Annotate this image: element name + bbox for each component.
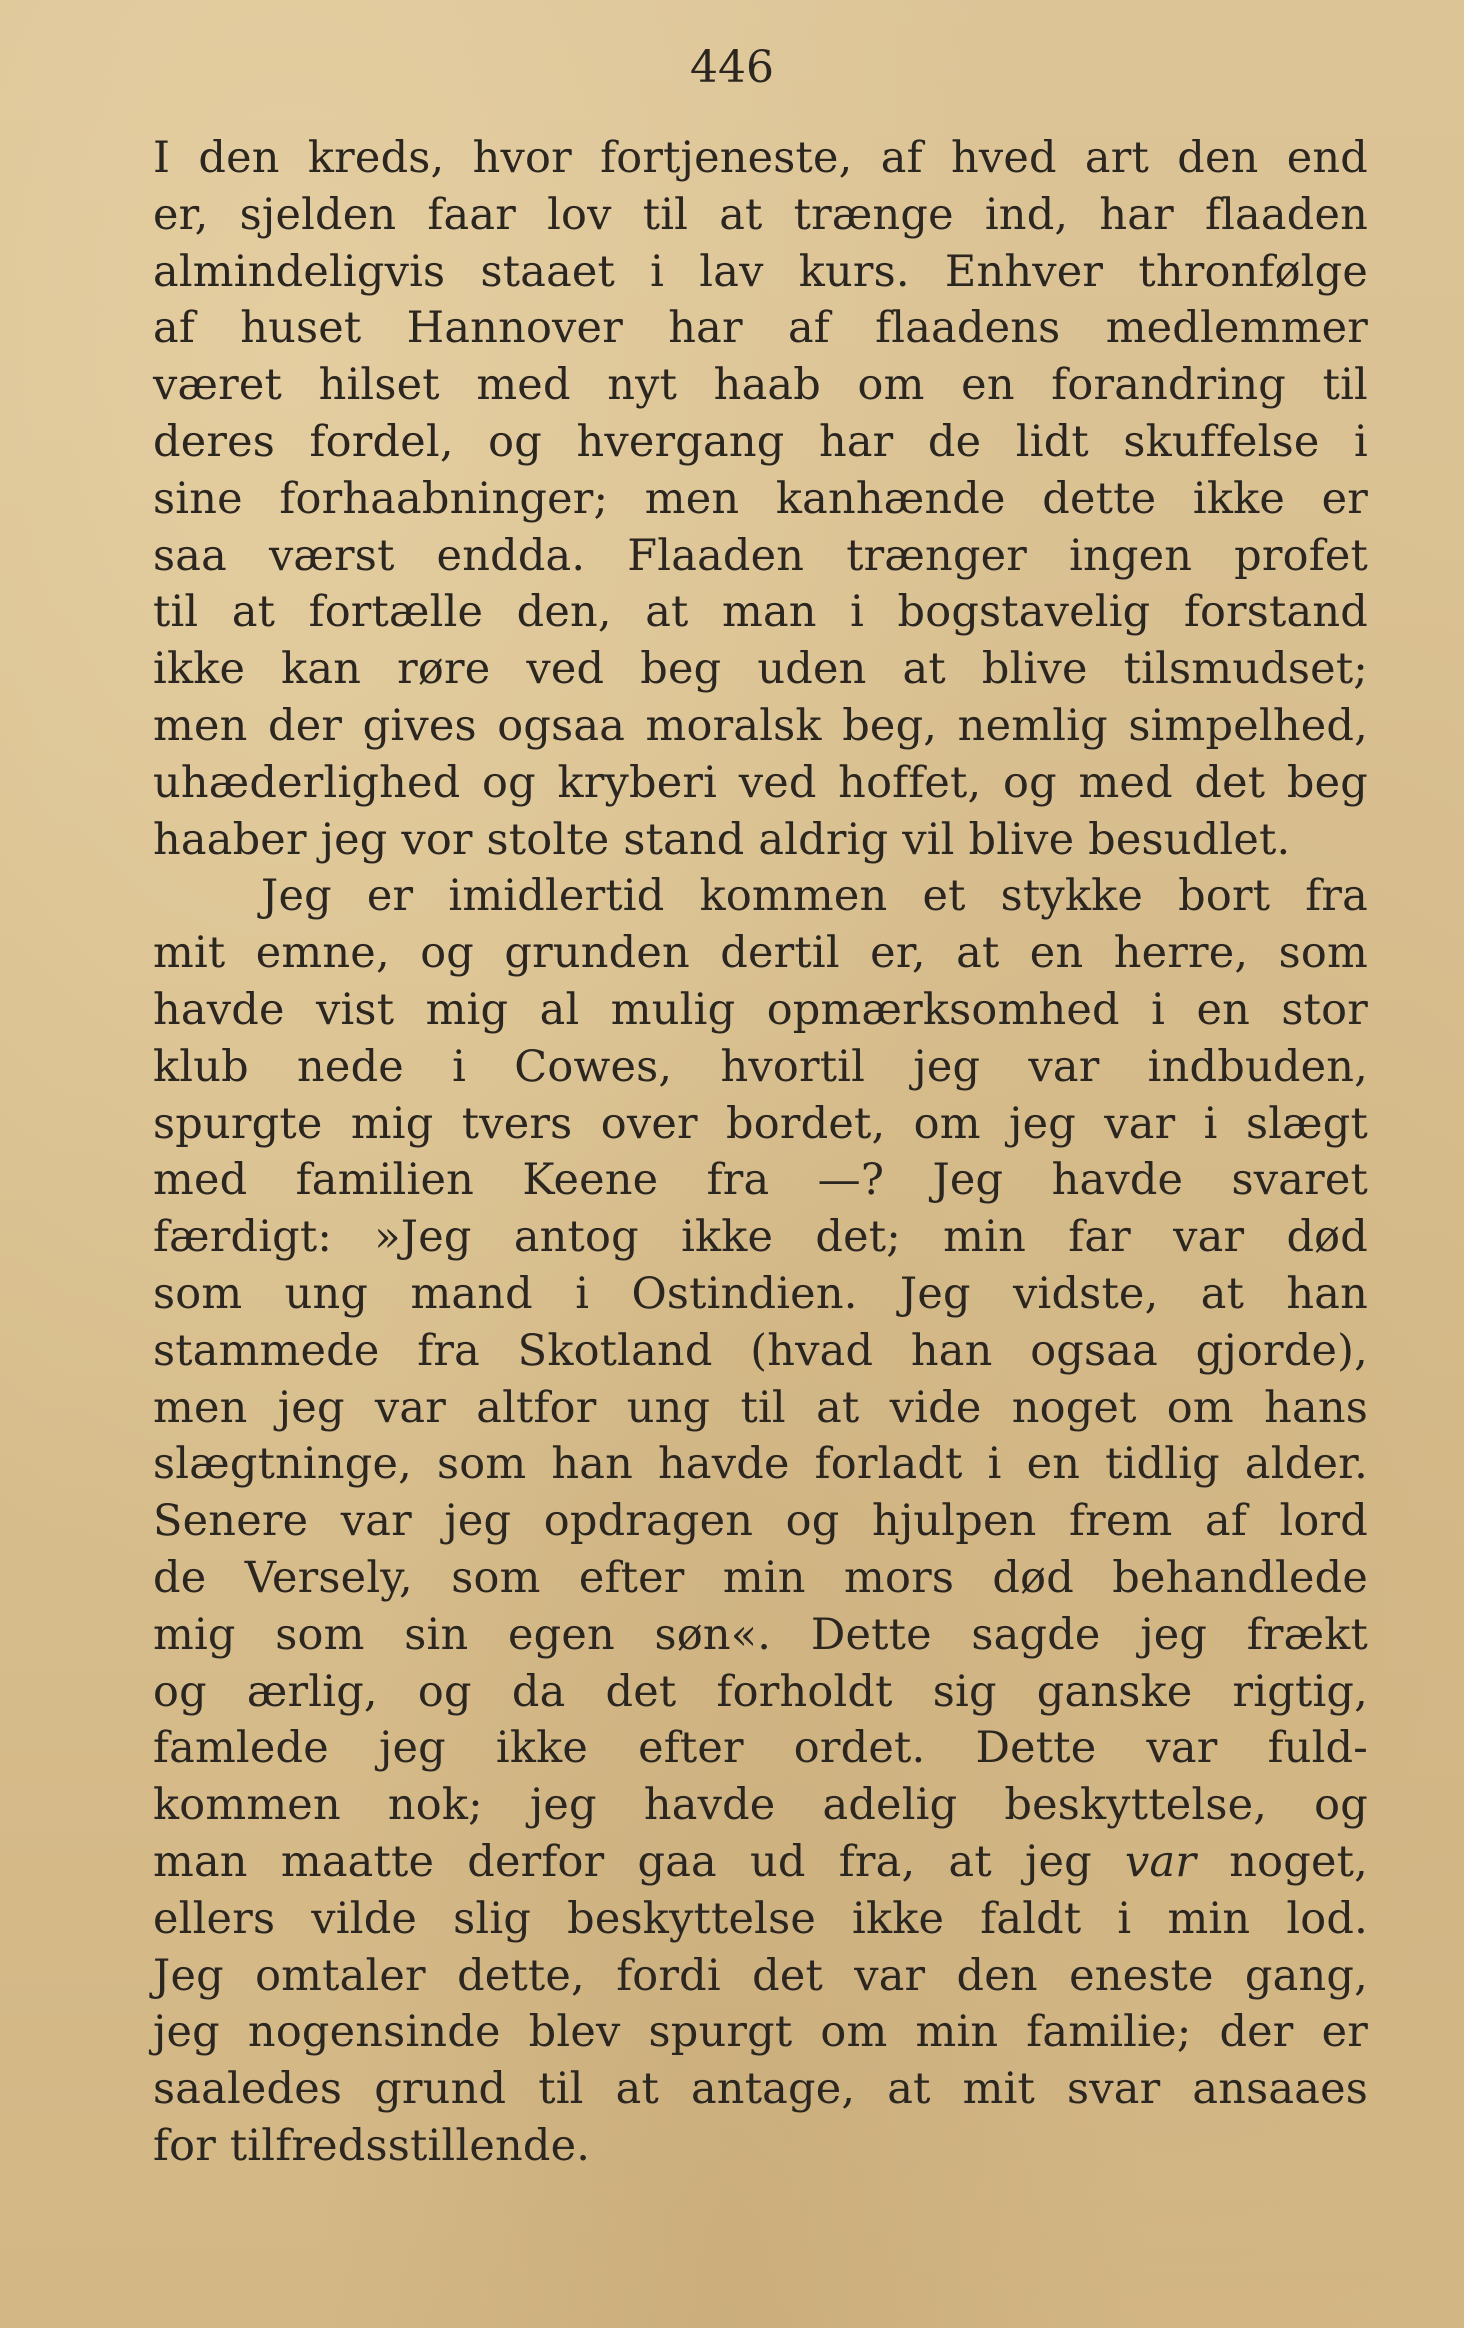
text-line: som ung mand i Ostindien. Jeg vidste, at han (153, 1268, 1368, 1319)
text-line: for tilfredsstillende. (153, 2120, 591, 2171)
text-line: til at fortælle den, at man i bogstavelig forstand (153, 587, 1368, 638)
text-line: mig som sin egen søn«. Dette sagde jeg frækt (153, 1609, 1368, 1660)
text-line: I den kreds, hvor fortjeneste, af hved art den end (153, 133, 1368, 183)
text-line: men jeg var altfor ung til at vide noget om hans (153, 1382, 1368, 1433)
italic-word: var (1125, 1836, 1197, 1887)
body-text (153, 130, 1368, 2175)
text-line: mit emne, og grunden dertil er, at en herre, som (153, 928, 1368, 979)
text-line: men der gives ogsaa moralsk beg, nemlig simpelhed, (153, 700, 1368, 751)
text-segment: man maatte derfor gaa ud fra, at jeg (153, 1836, 1126, 1887)
text-line: ikke kan røre ved beg uden at blive tilsmudset; (153, 644, 1368, 695)
text-line: de Versely, som efter min mors død behandlede (153, 1552, 1368, 1603)
text-line: klub nede i Cowes, hvortil jeg var indbuden, (153, 1041, 1368, 1092)
text-line-with-italic (153, 1834, 1368, 1891)
text-line: jeg nogensinde blev spurgt om min familie; der er (153, 2007, 1368, 2058)
text-line: Senere var jeg opdragen og hjulpen frem af lord (153, 1496, 1368, 1547)
text-line: kommen nok; jeg havde adelig beskyttelse, og (153, 1780, 1368, 1831)
text-line: haaber jeg vor stolte stand aldrig vil blive besudlet. (153, 814, 1291, 865)
text-segment: noget, (1196, 1836, 1368, 1887)
text-line: deres fordel, og hvergang har de lidt skuffelse i (153, 416, 1368, 467)
text-line: af huset Hannover har af flaadens medlemmer (153, 303, 1368, 354)
text-line: almindeligvis staaet i lav kurs. Enhver thronfølge (153, 246, 1368, 297)
text-line: Jeg er imidlertid kommen et stykke bort fra (261, 871, 1368, 922)
text-line: Jeg omtaler dette, fordi det var den eneste gang, (153, 1950, 1368, 2001)
text-line: er, sjelden faar lov til at trænge ind, har flaaden (153, 189, 1368, 240)
page-number: 446 (690, 42, 774, 93)
text-line: slægtninge, som han havde forladt i en tidlig alder. (153, 1439, 1368, 1490)
text-line: uhæderlighed og kryberi ved hoffet, og med det beg (153, 757, 1368, 808)
text-line: famlede jeg ikke efter ordet. Dette var fuld- (153, 1723, 1368, 1774)
text-line: saaledes grund til at antage, at mit svar ansaaes (153, 2064, 1368, 2115)
text-line: saa værst endda. Flaaden trænger ingen profet (153, 530, 1368, 581)
text-line: havde vist mig al mulig opmærksomhed i en stor (153, 984, 1368, 1035)
text-line: færdigt: »Jeg antog ikke det; min far var død (153, 1212, 1368, 1263)
text-line: og ærlig, og da det forholdt sig ganske rigtig, (153, 1666, 1368, 1717)
text-line: ellers vilde slig beskyttelse ikke faldt i min lod. (153, 1893, 1368, 1944)
text-line: sine forhaabninger; men kanhænde dette ikke er (153, 473, 1368, 524)
text-line: stammede fra Skotland (hvad han ogsaa gjorde), (153, 1325, 1368, 1376)
text-line: været hilset med nyt haab om en forandring til (153, 360, 1368, 411)
text-line: spurgte mig tvers over bordet, om jeg var i slægt (153, 1098, 1368, 1149)
text-line: med familien Keene fra —? Jeg havde svaret (153, 1155, 1368, 1206)
